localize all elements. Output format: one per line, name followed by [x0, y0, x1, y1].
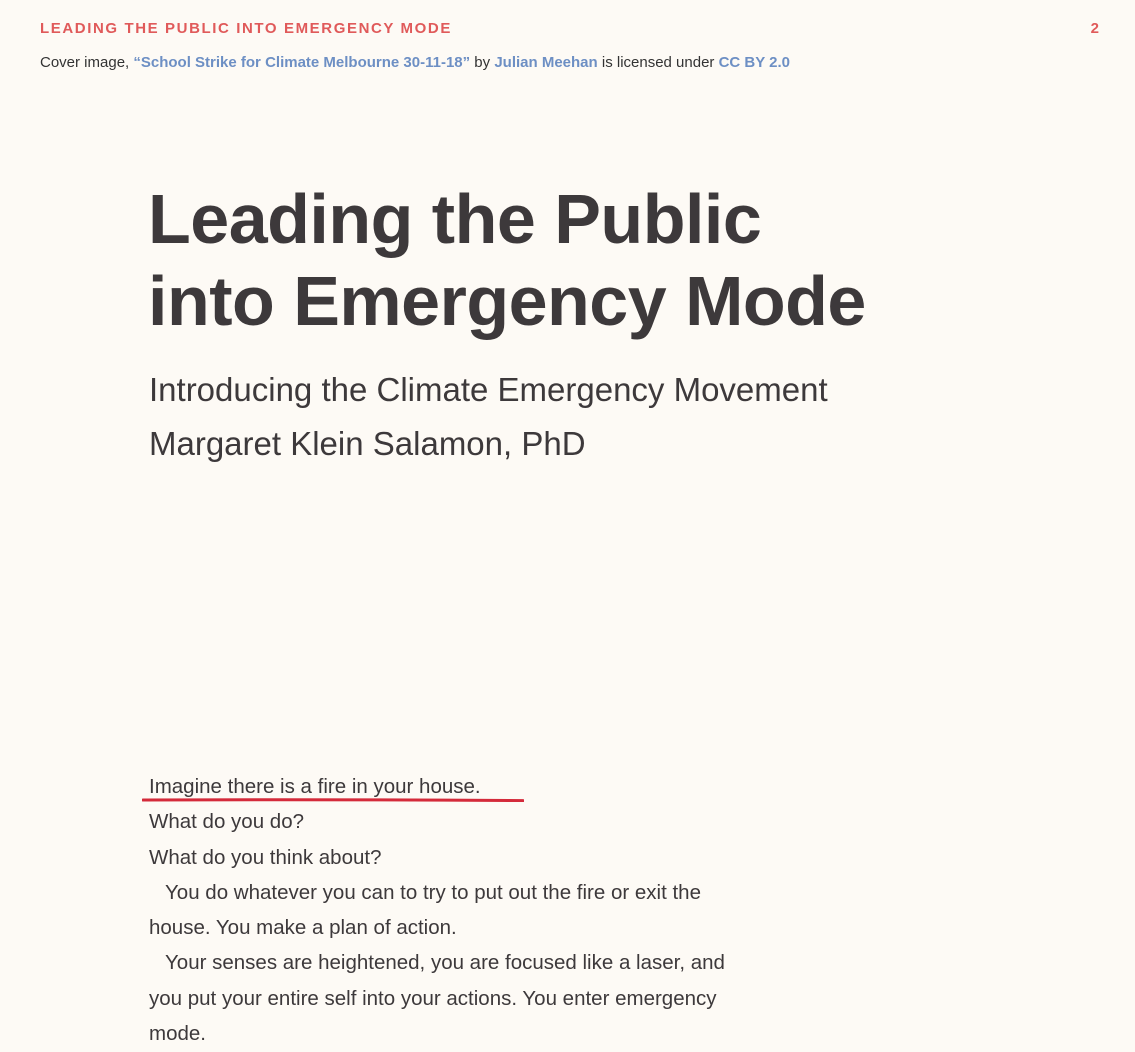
credit-by: by	[470, 54, 495, 71]
body-paragraph-1: You do whatever you can to try to put out the fire or exit the house. You make a plan of action.	[149, 880, 701, 940]
running-header: LEADING THE PUBLIC INTO EMERGENCY MODE	[40, 20, 452, 37]
body-text	[149, 769, 759, 1051]
image-title-link[interactable]: “School Strike for Climate Melbourne 30-11-18”	[133, 54, 471, 71]
title-line-2: into Emergency Mode	[148, 262, 866, 340]
body-line-2: What do you do?	[149, 810, 304, 834]
credit-licensed: is licensed under	[597, 54, 719, 71]
body-line-3: What do you think about?	[149, 845, 382, 869]
body-paragraph-2: Your senses are heightened, you are focused like a laser, and you put your entire self into your actions. You enter emergency mode.	[149, 951, 725, 1046]
title-line-1: Leading the Public	[148, 180, 762, 258]
document-title	[148, 178, 866, 342]
page-number: 2	[1090, 20, 1099, 37]
body-line-1: Imagine there is a fire in your house.	[149, 775, 481, 798]
document-author: Margaret Klein Salamon, PhD	[149, 425, 586, 462]
cover-image-credit	[40, 54, 790, 71]
license-link[interactable]: CC BY 2.0	[718, 54, 791, 71]
credit-prefix: Cover image,	[40, 54, 134, 71]
document-subtitle: Introducing the Climate Emergency Movement	[149, 371, 828, 408]
red-underline-mark	[142, 798, 524, 802]
author-link[interactable]: Julian Meehan	[494, 54, 598, 71]
